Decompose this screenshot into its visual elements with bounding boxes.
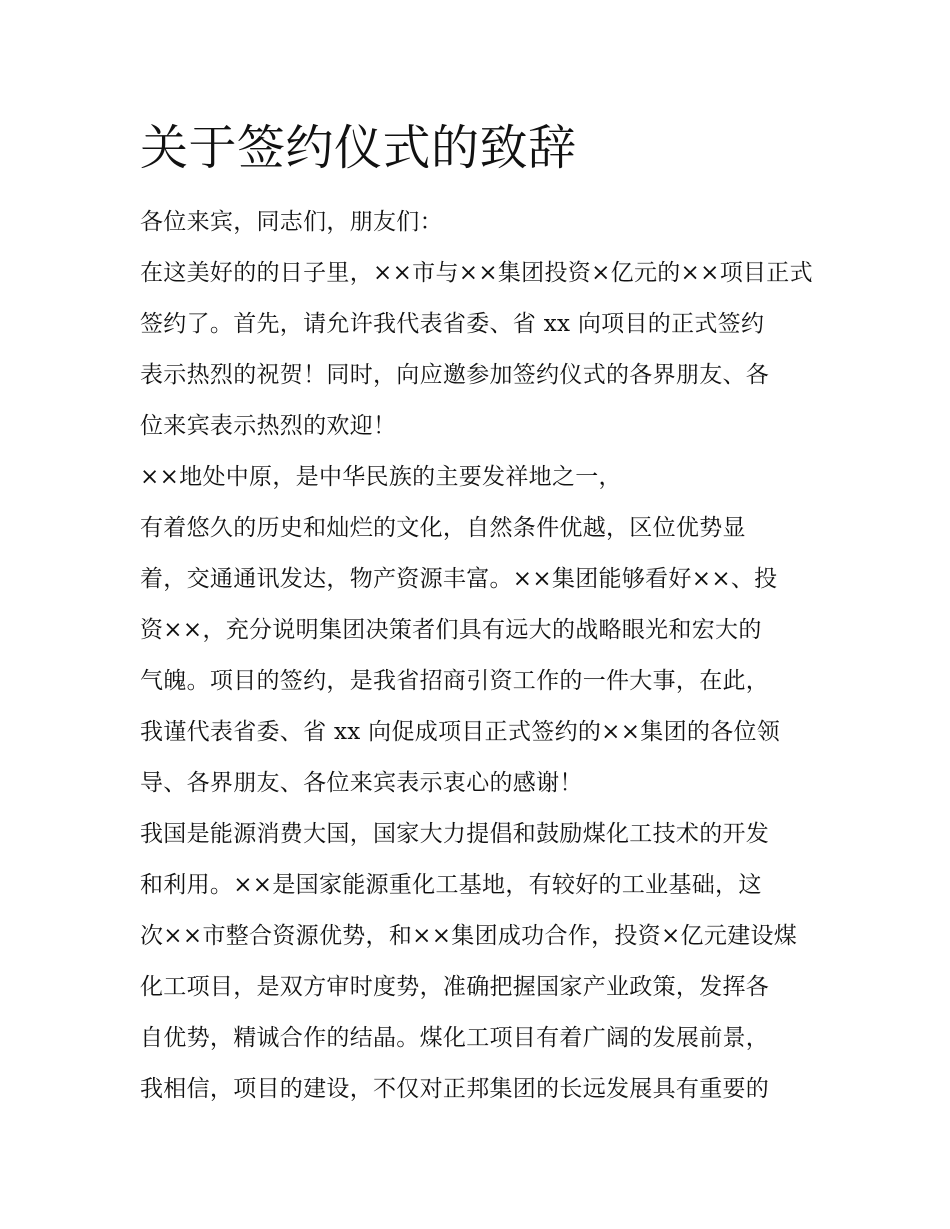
text-line: ××地处中原，是中华民族的主要发祥地之一， xyxy=(140,464,622,490)
document-body xyxy=(140,202,820,1120)
text-line: 我相信，项目的建设，不仅对正邦集团的长远发展具有重要的 xyxy=(140,1076,770,1102)
text-line: 和利用。××是国家能源重化工基地，有较好的工业基础，这 xyxy=(140,872,762,898)
text-line: 有着悠久的历史和灿烂的文化，自然条件优越，区位优势显 xyxy=(140,515,746,541)
text-line: 化工项目，是双方审时度势，准确把握国家产业政策，发挥各 xyxy=(140,974,770,1000)
text-line: 气魄。项目的签约，是我省招商引资工作的一件大事，在此， xyxy=(140,668,770,694)
text-line: 签约了。首先，请允许我代表省委、省 xx 向项目的正式签约 xyxy=(140,311,765,337)
text-line: 资××，充分说明集团决策者们具有远大的战略眼光和宏大的 xyxy=(140,617,762,643)
document-title: 关于签约仪式的致辞 xyxy=(140,120,577,176)
text-line: 我国是能源消费大国，国家大力提倡和鼓励煤化工技术的开发 xyxy=(140,821,770,847)
text-line: 位来宾表示热烈的欢迎！ xyxy=(140,413,397,439)
text-line: 各位来宾，同志们，朋友们： xyxy=(140,209,443,235)
text-line: 在这美好的的日子里，××市与××集团投资×亿元的××项目正式 xyxy=(140,260,813,286)
text-line: 着，交通通讯发达，物产资源丰富。××集团能够看好××、投 xyxy=(140,566,778,592)
text-line: 导、各界朋友、各位来宾表示衷心的感谢！ xyxy=(140,770,583,796)
text-line: 我谨代表省委、省 xx 向促成项目正式签约的××集团的各位领 xyxy=(140,719,781,745)
text-line: 表示热烈的祝贺！同时，向应邀参加签约仪式的各界朋友、各 xyxy=(140,362,770,388)
text-line: 自优势，精诚合作的结晶。煤化工项目有着广阔的发展前景， xyxy=(140,1025,770,1051)
text-line: 次××市整合资源优势，和××集团成功合作，投资×亿元建设煤 xyxy=(140,923,798,949)
